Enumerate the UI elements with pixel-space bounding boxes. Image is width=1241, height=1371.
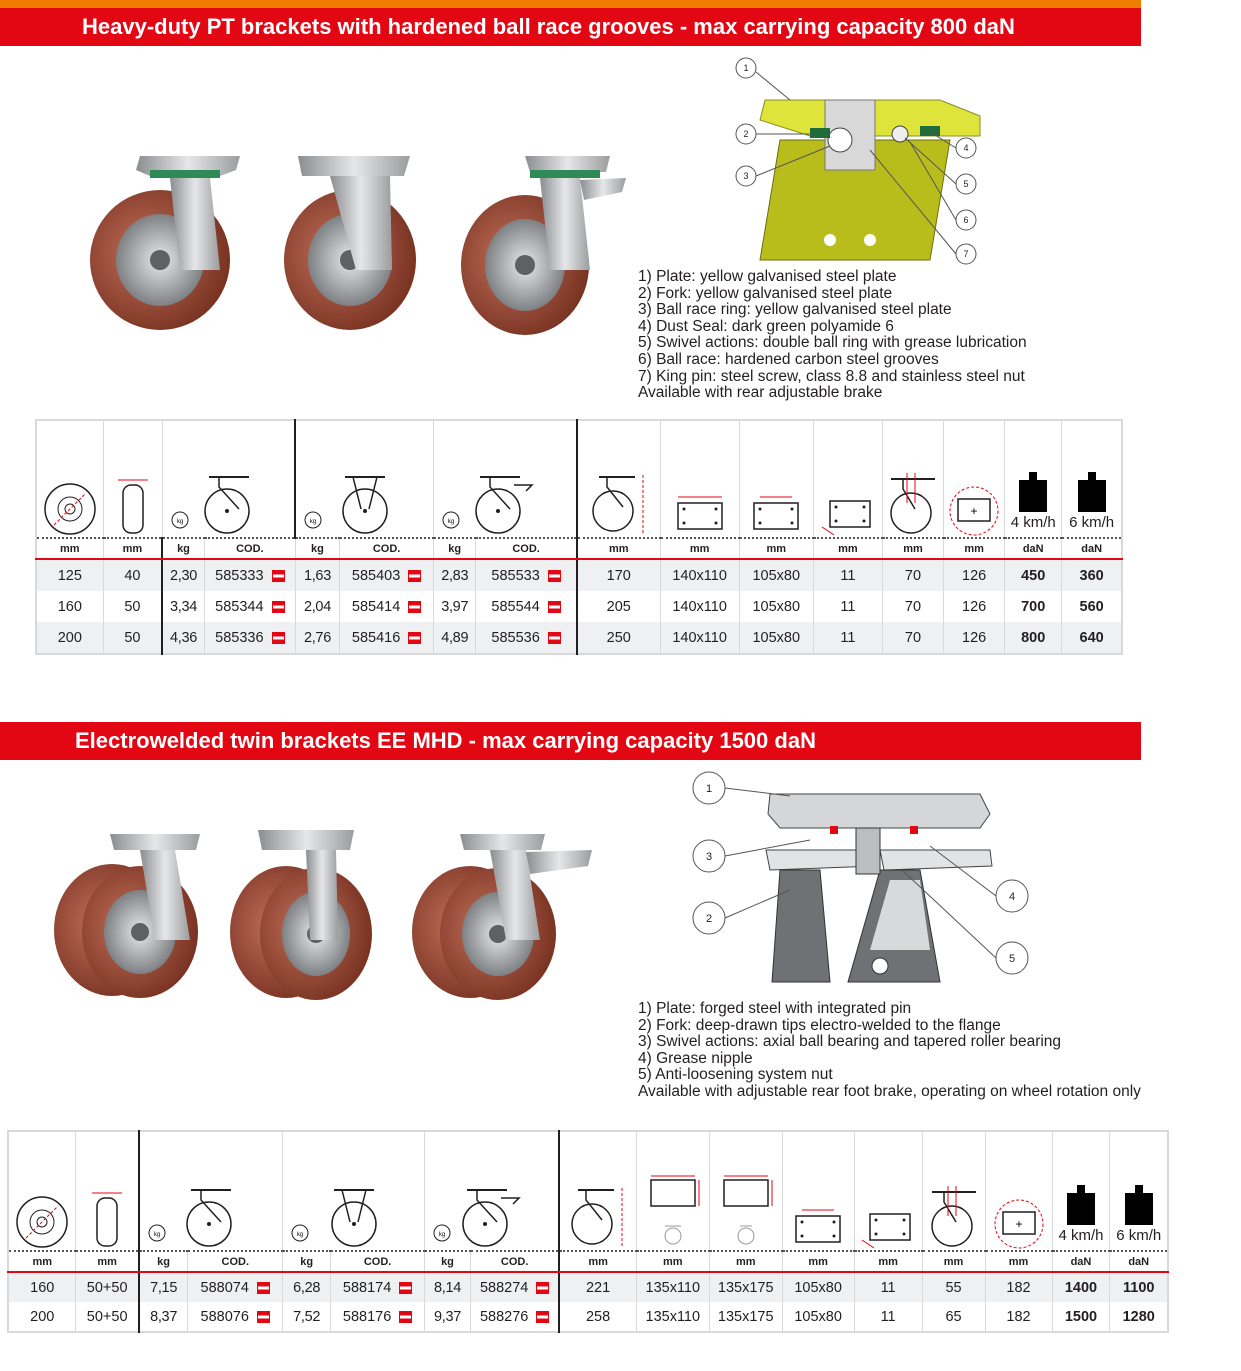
- section2-caster-photos: [40, 820, 620, 1020]
- feature-item: 2) Fork: yellow galvanised steel plate: [638, 284, 893, 302]
- cell: 1,63: [295, 559, 339, 591]
- svg-text:3: 3: [743, 171, 749, 181]
- unit: mm: [36, 538, 103, 559]
- unit: mm: [985, 1251, 1052, 1272]
- bolt-hole-spacing-icon: [782, 1131, 854, 1251]
- table-row: [36, 622, 1122, 654]
- section1-caster-photos: [70, 120, 650, 350]
- cell: 3,97: [434, 591, 476, 622]
- cell: 50: [103, 591, 162, 622]
- load-4kmh: [1005, 420, 1062, 538]
- swivel-offset-icon: [922, 1131, 985, 1251]
- italy-flag-icon: [272, 632, 285, 644]
- fixed-caster-icon: [283, 1131, 425, 1251]
- unit: mm: [76, 1251, 139, 1272]
- product-code[interactable]: 585333: [204, 559, 295, 591]
- unit: mm: [636, 1251, 709, 1272]
- svg-text:kg: kg: [438, 1232, 446, 1238]
- plate-size-swivel-icon: [636, 1131, 709, 1251]
- cell: 182: [985, 1272, 1052, 1302]
- unit: daN: [1005, 538, 1062, 559]
- unit: daN: [1062, 538, 1122, 559]
- svg-text:kg: kg: [448, 519, 455, 525]
- unit: mm: [944, 538, 1005, 559]
- unit: mm: [854, 1251, 922, 1272]
- bolt-hole-diameter-icon: [854, 1131, 922, 1251]
- cell: 1100: [1110, 1272, 1168, 1302]
- product-code[interactable]: 585533: [476, 559, 577, 591]
- italy-flag-icon: [408, 601, 421, 613]
- cell: 126: [944, 591, 1005, 622]
- cell: 126: [944, 622, 1005, 654]
- feature-item: 1) Plate: forged steel with integrated pin: [638, 1000, 912, 1017]
- table-row: [8, 1272, 1168, 1302]
- cell: 126: [944, 559, 1005, 591]
- feature-item: 3) Ball race ring: yellow galvanised steel plate: [638, 301, 952, 319]
- product-code[interactable]: 585536: [476, 622, 577, 654]
- svg-text:1: 1: [705, 783, 713, 795]
- italy-flag-icon: [408, 570, 421, 582]
- unit: kg: [434, 538, 476, 559]
- italy-flag-icon: [548, 601, 561, 613]
- feature-item: 6) Ball race: hardened carbon steel grooves: [638, 350, 939, 368]
- svg-text:kg: kg: [297, 1232, 304, 1238]
- weight-icon: [433, 1224, 451, 1242]
- swivel-caster-icon: [162, 420, 295, 538]
- cell: 140x110: [660, 591, 739, 622]
- cell: 2,04: [295, 591, 339, 622]
- svg-text:kg: kg: [310, 519, 317, 525]
- feature-item: 2) Fork: deep-drawn tips electro-welded to the flange: [638, 1016, 1001, 1034]
- fixed-caster-icon: [295, 420, 433, 538]
- bolt-hole-diameter-icon: [813, 420, 882, 538]
- plate-size-icon: [660, 420, 739, 538]
- product-code[interactable]: 585336: [204, 622, 295, 654]
- product-code[interactable]: 585414: [340, 591, 434, 622]
- italy-flag-icon: [536, 1311, 549, 1323]
- cell: 65: [922, 1302, 985, 1332]
- table-row: [8, 1302, 1168, 1332]
- wheel-width-icon: [103, 420, 162, 538]
- unit: mm: [709, 1251, 782, 1272]
- italy-flag-icon: [548, 570, 561, 582]
- feature-item: 4) Dust Seal: dark green polyamide 6: [638, 317, 894, 335]
- unit: kg: [283, 1251, 331, 1272]
- cell: 140x110: [660, 622, 739, 654]
- swivel-caster-photo: [90, 156, 240, 330]
- swivel-offset-icon: [882, 420, 943, 538]
- cell: 182: [985, 1302, 1052, 1332]
- overall-height-icon: [577, 420, 660, 538]
- unit: daN: [1110, 1251, 1168, 1272]
- cell: 2,76: [295, 622, 339, 654]
- cell: 205: [577, 591, 660, 622]
- unit: mm: [882, 538, 943, 559]
- cell: 1400: [1052, 1272, 1110, 1302]
- svg-text:5: 5: [963, 179, 969, 189]
- section2-title: Electrowelded twin brackets EE MHD - max carrying capacity 1500 daN: [0, 722, 1141, 760]
- product-code[interactable]: 588076: [188, 1302, 283, 1332]
- cell: 8,14: [425, 1272, 471, 1302]
- cell: 70: [882, 622, 943, 654]
- unit: kg: [162, 538, 204, 559]
- table-row: [36, 591, 1122, 622]
- cell: 221: [559, 1272, 636, 1302]
- product-code[interactable]: 585544: [476, 591, 577, 622]
- svg-text:4: 4: [1008, 891, 1016, 903]
- cell: 140x110: [660, 559, 739, 591]
- unit: COD.: [204, 538, 295, 559]
- italy-flag-icon: [399, 1282, 412, 1294]
- product-code[interactable]: 588074: [188, 1272, 283, 1302]
- feature-item: Available with rear adjustable brake: [638, 384, 883, 402]
- cell: 50+50: [76, 1272, 139, 1302]
- feature-item: 1) Plate: yellow galvanised steel plate: [638, 268, 897, 285]
- unit: mm: [8, 1251, 76, 1272]
- twin-swivel-caster-photo: [54, 834, 200, 998]
- svg-text:1: 1: [743, 63, 749, 73]
- svg-text:3: 3: [705, 851, 713, 863]
- feature-item: 3) Swivel actions: axial ball bearing and tapered roller bearing: [638, 1033, 1062, 1051]
- cell: 1280: [1110, 1302, 1168, 1332]
- cell: 135x110: [636, 1302, 709, 1332]
- twin-braked-caster-photo: [412, 834, 592, 1000]
- units-row: [36, 538, 1122, 559]
- speed-6kmh-label: 6 km/h: [1116, 1227, 1162, 1244]
- unit: mm: [103, 538, 162, 559]
- cell: 200: [8, 1302, 76, 1332]
- svg-text:2: 2: [705, 913, 713, 925]
- cell: 2,83: [434, 559, 476, 591]
- cell: 70: [882, 591, 943, 622]
- bolt-hole-spacing-icon: [739, 420, 813, 538]
- cell: 50+50: [76, 1302, 139, 1332]
- cell: 105x80: [739, 559, 813, 591]
- weight-icon: [304, 511, 322, 529]
- cell: 11: [813, 591, 882, 622]
- cell: 11: [854, 1272, 922, 1302]
- section2-feature-list: [638, 1001, 1141, 1101]
- unit: COD.: [188, 1251, 283, 1272]
- cell: 160: [8, 1272, 76, 1302]
- cell: 170: [577, 559, 660, 591]
- italy-flag-icon: [257, 1311, 270, 1323]
- italy-flag-icon: [548, 632, 561, 644]
- braked-caster-icon: [434, 420, 577, 538]
- unit: mm: [660, 538, 739, 559]
- icon-row: [8, 1131, 1168, 1251]
- cell: 1500: [1052, 1302, 1110, 1332]
- cell: 105x80: [782, 1302, 854, 1332]
- unit: COD.: [476, 538, 577, 559]
- callout-1: [736, 58, 790, 100]
- feature-item: 4) Grease nipple: [638, 1049, 753, 1067]
- section1-exploded-diagram: [720, 50, 990, 270]
- section1-title: Heavy-duty PT brackets with hardened ball race grooves - max carrying capacity 800 daN: [0, 8, 1141, 46]
- icon-row: [36, 420, 1122, 538]
- italy-flag-icon: [272, 570, 285, 582]
- cell: 105x80: [739, 622, 813, 654]
- unit: COD.: [340, 538, 434, 559]
- cell: 640: [1062, 622, 1122, 654]
- cell: 3,34: [162, 591, 204, 622]
- cell: 50: [103, 622, 162, 654]
- unit: mm: [813, 538, 882, 559]
- cell: 105x80: [782, 1272, 854, 1302]
- section2-spec-table: [7, 1130, 1169, 1333]
- cell: 200: [36, 622, 103, 654]
- italy-flag-icon: [399, 1311, 412, 1323]
- svg-text:kg: kg: [176, 519, 183, 525]
- wheel-diameter-icon: [8, 1131, 76, 1251]
- svg-text:+: +: [970, 504, 978, 518]
- cell: 125: [36, 559, 103, 591]
- svg-text:2: 2: [743, 129, 749, 139]
- unit: mm: [559, 1251, 636, 1272]
- feature-item: 5) Swivel actions: double ball ring with grease lubrication: [638, 334, 1027, 352]
- weight-icon: [171, 511, 189, 529]
- product-code[interactable]: 588174: [331, 1272, 425, 1302]
- italy-flag-icon: [257, 1282, 270, 1294]
- cell: 11: [813, 622, 882, 654]
- braked-caster-photo: [461, 156, 626, 335]
- unit: mm: [922, 1251, 985, 1272]
- cell: 360: [1062, 559, 1122, 591]
- product-code[interactable]: 588276: [470, 1302, 559, 1332]
- cell: 70: [882, 559, 943, 591]
- speed-4kmh-label: 4 km/h: [1058, 1227, 1104, 1244]
- swivel-radius-icon: [985, 1131, 1052, 1251]
- unit: mm: [782, 1251, 854, 1272]
- speed-6kmh-label: 6 km/h: [1069, 514, 1115, 531]
- italy-flag-icon: [536, 1282, 549, 1294]
- cell: 700: [1005, 591, 1062, 622]
- svg-text:5: 5: [1008, 953, 1016, 965]
- feature-item: Available with adjustable rear foot brake, operating on wheel rotation only: [638, 1082, 1141, 1100]
- fixed-caster-photo: [284, 156, 416, 330]
- italy-flag-icon: [408, 632, 421, 644]
- cell: 8,37: [139, 1302, 188, 1332]
- cell: 4,89: [434, 622, 476, 654]
- cell: 450: [1005, 559, 1062, 591]
- svg-text:kg: kg: [153, 1232, 161, 1238]
- cell: 560: [1062, 591, 1122, 622]
- cell: 11: [813, 559, 882, 591]
- unit: daN: [1052, 1251, 1110, 1272]
- section1-feature-list: [638, 269, 1027, 402]
- cell: 9,37: [425, 1302, 471, 1332]
- swivel-caster-icon: [139, 1131, 283, 1251]
- load-4kmh: [1052, 1131, 1110, 1251]
- unit: kg: [139, 1251, 188, 1272]
- cell: 6,28: [283, 1272, 331, 1302]
- section2-exploded-diagram: [680, 770, 1060, 992]
- cell: 4,36: [162, 622, 204, 654]
- svg-text:7: 7: [963, 249, 969, 259]
- unit: COD.: [331, 1251, 425, 1272]
- svg-text:4: 4: [963, 143, 969, 153]
- unit: kg: [425, 1251, 471, 1272]
- units-row: [8, 1251, 1168, 1272]
- product-code[interactable]: 585403: [340, 559, 434, 591]
- cell: 7,15: [139, 1272, 188, 1302]
- product-code[interactable]: 585344: [204, 591, 295, 622]
- product-code[interactable]: 588274: [470, 1272, 559, 1302]
- overall-height-icon: [559, 1131, 636, 1251]
- cell: 800: [1005, 622, 1062, 654]
- table-row: [36, 559, 1122, 591]
- cell: 135x175: [709, 1302, 782, 1332]
- section1-spec-table: [35, 419, 1123, 655]
- wheel-diameter-icon: [36, 420, 103, 538]
- cell: 250: [577, 622, 660, 654]
- svg-text:+: +: [1015, 1217, 1023, 1231]
- product-code[interactable]: 588176: [331, 1302, 425, 1332]
- wheel-width-icon: [76, 1131, 139, 1251]
- twin-fixed-caster-photo: [230, 830, 372, 1000]
- load-6kmh: [1062, 420, 1122, 538]
- unit: mm: [739, 538, 813, 559]
- cell: 258: [559, 1302, 636, 1332]
- plate-size-fixed-icon: [709, 1131, 782, 1251]
- cell: 105x80: [739, 591, 813, 622]
- weight-icon: [291, 1224, 309, 1242]
- cell: 2,30: [162, 559, 204, 591]
- cell: 135x175: [709, 1272, 782, 1302]
- swivel-radius-icon: [944, 420, 1005, 538]
- braked-caster-icon: [425, 1131, 560, 1251]
- unit: kg: [295, 538, 339, 559]
- load-6kmh: [1110, 1131, 1168, 1251]
- cell: 135x110: [636, 1272, 709, 1302]
- cell: 160: [36, 591, 103, 622]
- product-code[interactable]: 585416: [340, 622, 434, 654]
- cell: 55: [922, 1272, 985, 1302]
- weight-icon: [148, 1224, 166, 1242]
- speed-4kmh-label: 4 km/h: [1010, 514, 1056, 531]
- italy-flag-icon: [272, 601, 285, 613]
- svg-text:6: 6: [963, 215, 969, 225]
- feature-item: 5) Anti-loosening system nut: [638, 1066, 833, 1084]
- cell: 11: [854, 1302, 922, 1332]
- cell: 40: [103, 559, 162, 591]
- feature-item: 7) King pin: steel screw, class 8.8 and stainless steel nut: [638, 367, 1025, 385]
- weight-icon: [442, 511, 460, 529]
- cell: 7,52: [283, 1302, 331, 1332]
- unit: COD.: [470, 1251, 559, 1272]
- unit: mm: [577, 538, 660, 559]
